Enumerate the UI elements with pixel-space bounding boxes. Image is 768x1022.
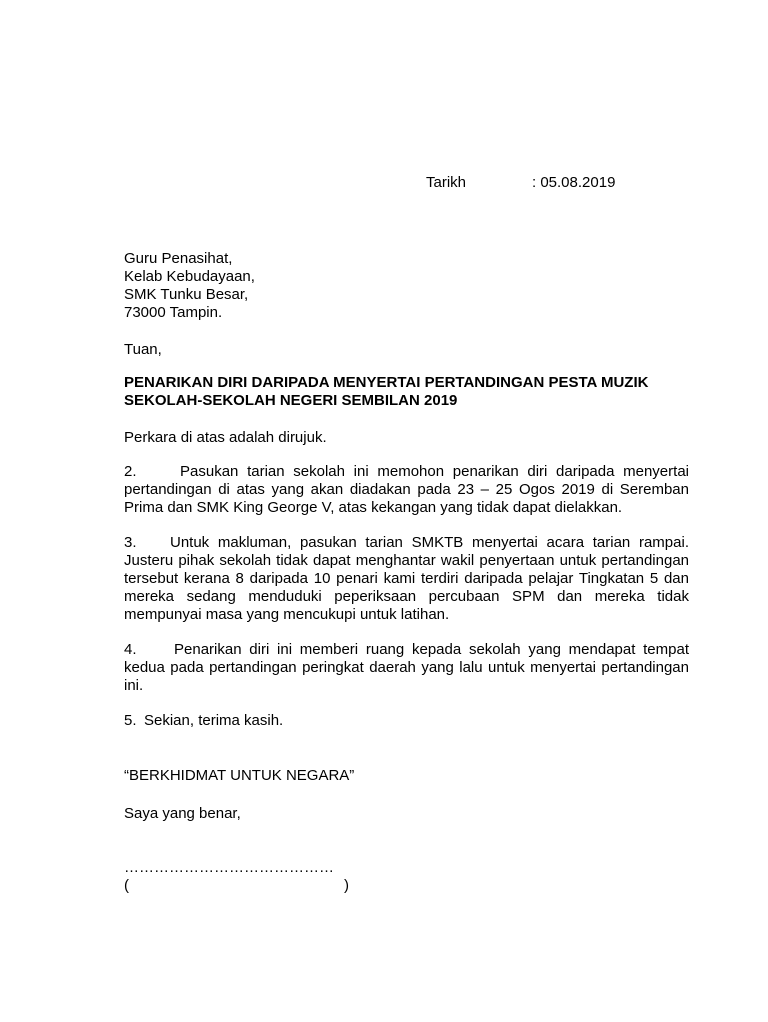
paragraph-text: Penarikan diri ini memberi ruang kepada sekolah yang mendapat tempat kedua pada pertandingan peringkat daerah yang lalu untuk menyertai pertandingan ini.	[124, 641, 689, 694]
closing-line: Saya yang benar,	[124, 805, 241, 822]
recipient-line: Guru Penasihat,	[124, 250, 233, 267]
motto: “BERKHIDMAT UNTUK NEGARA”	[124, 767, 355, 784]
signature-line: ……………………………………	[124, 859, 334, 876]
paragraph-text: Sekian, terima kasih.	[144, 712, 284, 729]
paragraph-number: 3.	[124, 534, 137, 551]
paragraph-4	[124, 641, 689, 695]
paragraph-number: 5.	[124, 712, 137, 729]
name-close-bracket: )	[344, 877, 349, 894]
paragraph-text: Untuk makluman, pasukan tarian SMKTB menyertai acara tarian rampai. Justeru pihak sekolah tidak dapat menghantar wakil penyertaan untuk pertandingan tersebut kerana 8 daripada 10 penari kami terdiri daripada pelajar Tingkatan 5 dan mereka sedang menduduki peperiksaan percubaan SPM dan mereka tidak mempunyai masa yang mencukupi untuk latihan.	[124, 534, 689, 623]
salutation: Tuan,	[124, 341, 162, 358]
reference-line: Perkara di atas adalah dirujuk.	[124, 429, 327, 446]
paragraph-3	[124, 534, 689, 624]
paragraph-number: 4.	[124, 641, 137, 658]
paragraph-text: Pasukan tarian sekolah ini memohon penarikan diri daripada menyertai pertandingan di atas yang akan diadakan pada 23 – 25 Ogos 2019 di Seremban Prima dan SMK King George V, atas kekangan yang tidak dapat dielakkan.	[124, 463, 689, 516]
recipient-line: 73000 Tampin.	[124, 304, 223, 321]
recipient-line: SMK Tunku Besar,	[124, 286, 249, 303]
date-label: Tarikh	[426, 174, 467, 191]
date-line	[426, 174, 615, 192]
paragraph-5	[124, 712, 689, 730]
paragraph-number: 2.	[124, 463, 137, 480]
paragraph-2	[124, 463, 689, 517]
subject-title: PENARIKAN DIRI DARIPADA MENYERTAI PERTANDINGAN PESTA MUZIK SEKOLAH-SEKOLAH NEGERI SEMBILAN 2019	[124, 374, 649, 409]
recipient-address	[124, 250, 689, 322]
recipient-line: Kelab Kebudayaan,	[124, 268, 255, 285]
date-value: : 05.08.2019	[532, 174, 616, 191]
name-open-bracket: (	[124, 877, 129, 894]
